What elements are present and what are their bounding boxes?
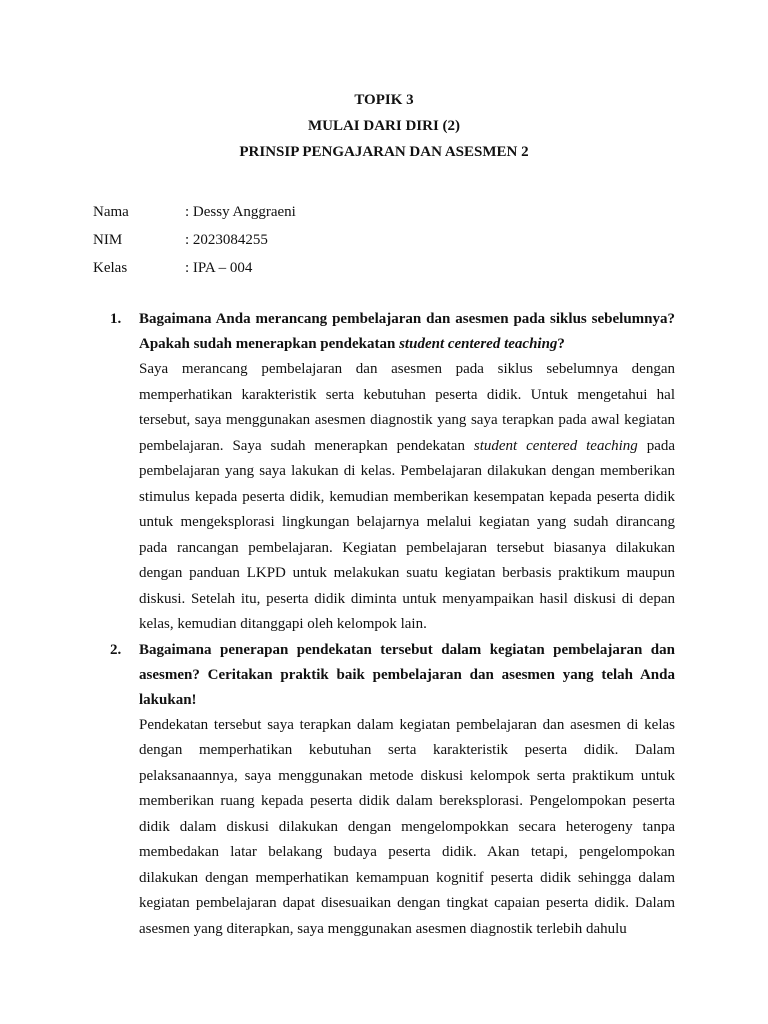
question-list: [110, 307, 675, 942]
identity-label: Nama: [93, 204, 129, 220]
question-text-part: ?: [557, 336, 565, 352]
identity-row-kelas: [93, 254, 296, 282]
identity-label: NIM: [93, 232, 123, 248]
question-text: [139, 307, 675, 357]
identity-value: : IPA – 004: [185, 260, 253, 276]
question-number: 1.: [110, 311, 122, 327]
identity-row-nim: [93, 226, 296, 254]
question-item-2: [110, 638, 675, 943]
question-number: 2.: [110, 641, 122, 658]
identity-value: : 2023084255: [185, 232, 268, 248]
answer-text: Pendekatan tersebut saya terapkan dalam kegiatan pembelajaran dan asesmen di kelas dengan memperhatikan kebutuhan serta karakteristik peserta didik. Dalam pelaksanaannya, saya menggunakan metode diskusi kelompok serta praktikum untuk memberikan ruang kepada peserta didik dalam bereksplorasi. Pengelompokan peserta didik dalam diskusi dilakukan dengan mengelompokkan secara heterogeny tanpa membedakan latar belakang budaya peserta didik. Akan tetapi, pengelompokan dilakukan dengan memperhatikan kemampuan kognitif peserta didik sehingga dalam kegiatan pembelajaran dapat disesuaikan dengan tingkat capaian peserta didik. Dalam asesmen yang diterapkan, saya menggunakan asesmen diagnostik terlebih dahulu: [139, 716, 675, 937]
answer-italic-term: student centered teaching: [473, 437, 638, 454]
subtitle-heading: PRINSIP PENGAJARAN DAN ASESMEN 2: [239, 144, 529, 160]
answer-text-part: Saya merancang pembelajaran dan asesmen pada siklus sebelumnya dengan memperhatikan karakteristik serta kebutuhan peserta didik. Untuk mengetahui hal tersebut, saya menggunakan asesmen diagnostik yang saya terapkan pada awal kegiatan pembelajaran. Saya sudah menerapkan pendekatan: [139, 361, 675, 454]
question-text: Bagaimana penerapan pendekatan tersebut dalam kegiatan pembelajaran dan asesmen? Ceritakan praktik baik pembelajaran dan asesmen yang telah Anda lakukan!: [139, 641, 675, 708]
question-text-part: Bagaimana Anda merancang pembelajaran dan asesmen pada siklus sebelumnya? Apakah sudah menerapkan pendekatan: [139, 311, 675, 352]
document-header: [0, 87, 768, 165]
answer-text-part: pada pembelajaran yang saya lakukan di kelas. Pembelajaran dilakukan dengan memberikan stimulus kepada peserta didik, kemudian memberikan kesempatan kepada peserta didik untuk mengeksplorasi lingkungan belajarnya melalui kegiatan yang sudah dirancang pada rancangan pembelajaran. Kegiatan pembelajaran tersebut biasanya dilakukan dengan panduan LKPD untuk melakukan suatu kegiatan berbasis praktikum maupun diskusi. Setelah itu, peserta didik diminta untuk menyampaikan hasil diskusi di depan kelas, kemudian ditanggapi oleh kelompok lain.: [139, 437, 676, 632]
identity-row-nama: [93, 198, 296, 226]
identity-label: Kelas: [93, 260, 128, 276]
topic-heading: TOPIK 3: [354, 92, 414, 108]
question-italic-term: student centered teaching: [399, 336, 558, 352]
question-item-1: [110, 307, 675, 638]
title-heading: MULAI DARI DIRI (2): [307, 118, 461, 134]
identity-value: : Dessy Anggraeni: [185, 204, 296, 220]
answer-text: [139, 357, 675, 638]
identity-block: [93, 198, 296, 282]
